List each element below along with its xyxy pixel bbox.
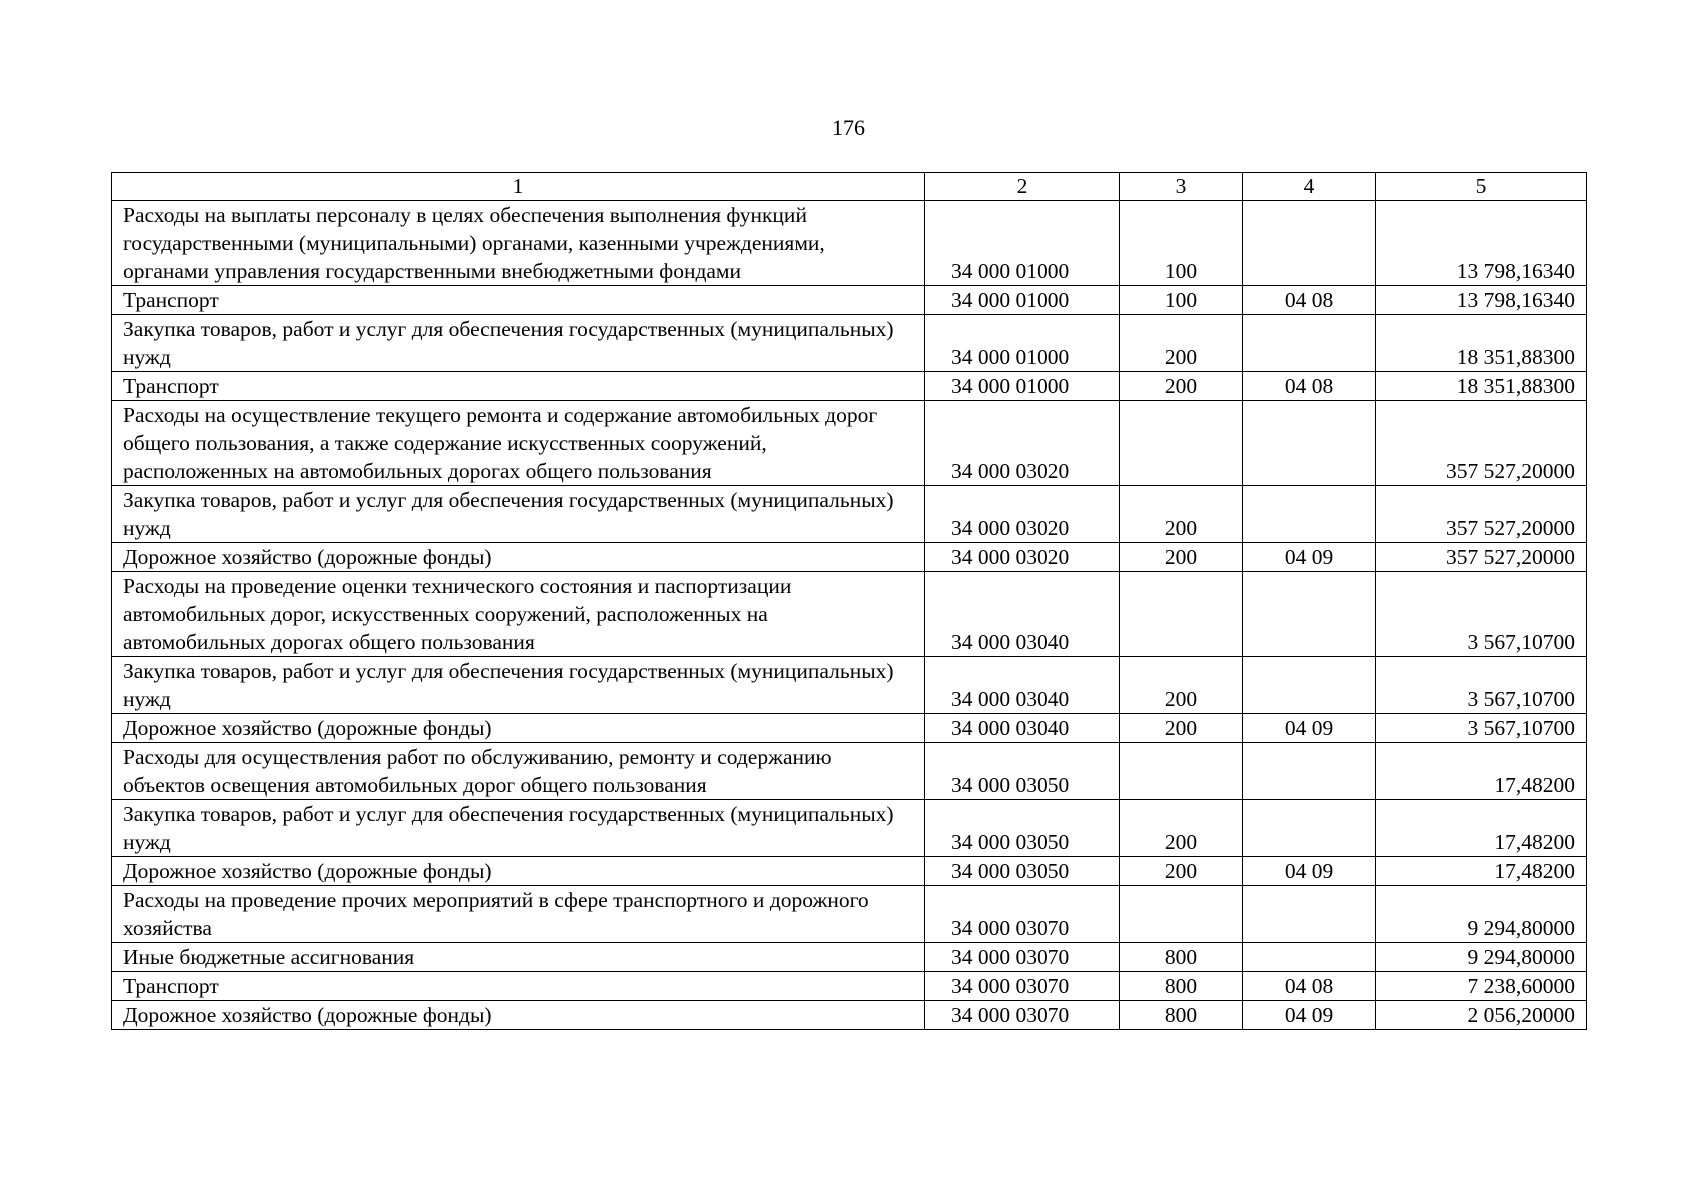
row-name-cell: Расходы на проведение оценки технического состояния и паспортизации автомобильных дорог, искусственных сооружений, расположенных на автомобильных дорогах общего пользования xyxy=(112,572,925,657)
row-expense-type-cell: 800 xyxy=(1120,1001,1243,1030)
row-target-article-cell: 34 000 01000 xyxy=(925,315,1120,372)
header-col-3: 3 xyxy=(1120,173,1243,201)
row-expense-type-cell: 800 xyxy=(1120,972,1243,1001)
table-row xyxy=(112,201,1587,286)
row-amount-cell: 18 351,88300 xyxy=(1376,315,1587,372)
row-amount-cell: 17,48200 xyxy=(1376,857,1587,886)
row-target-article-cell: 34 000 03070 xyxy=(925,886,1120,943)
table-row xyxy=(112,743,1587,800)
row-target-article-cell: 34 000 01000 xyxy=(925,201,1120,286)
row-expense-type-cell xyxy=(1120,572,1243,657)
table-row xyxy=(112,943,1587,972)
row-section-cell xyxy=(1243,800,1376,857)
row-name-cell: Расходы на осуществление текущего ремонта и содержание автомобильных дорог общего пользования, а также содержание искусственных сооружений, расположенных на автомобильных дорогах общего пользования xyxy=(112,401,925,486)
row-target-article-cell: 34 000 03040 xyxy=(925,657,1120,714)
row-section-cell xyxy=(1243,943,1376,972)
row-name-cell: Транспорт xyxy=(112,372,925,401)
row-name-cell: Дорожное хозяйство (дорожные фонды) xyxy=(112,543,925,572)
table-row xyxy=(112,543,1587,572)
row-target-article-cell: 34 000 03070 xyxy=(925,972,1120,1001)
row-name-cell: Закупка товаров, работ и услуг для обеспечения государственных (муниципальных) нужд xyxy=(112,315,925,372)
row-name-cell: Закупка товаров, работ и услуг для обеспечения государственных (муниципальных) нужд xyxy=(112,486,925,543)
row-section-cell xyxy=(1243,572,1376,657)
page-number: 176 xyxy=(832,115,865,140)
table-body xyxy=(112,201,1587,1030)
table-row xyxy=(112,714,1587,743)
row-section-cell: 04 08 xyxy=(1243,286,1376,315)
row-target-article-cell: 34 000 03070 xyxy=(925,1001,1120,1030)
row-name-cell: Транспорт xyxy=(112,286,925,315)
row-target-article-cell: 34 000 03050 xyxy=(925,857,1120,886)
row-name-cell: Иные бюджетные ассигнования xyxy=(112,943,925,972)
row-expense-type-cell xyxy=(1120,743,1243,800)
row-expense-type-cell: 100 xyxy=(1120,201,1243,286)
row-amount-cell: 18 351,88300 xyxy=(1376,372,1587,401)
row-expense-type-cell: 200 xyxy=(1120,372,1243,401)
table-row xyxy=(112,800,1587,857)
row-target-article-cell: 34 000 03070 xyxy=(925,943,1120,972)
row-section-cell xyxy=(1243,201,1376,286)
row-name-cell: Транспорт xyxy=(112,972,925,1001)
row-name-cell: Расходы на проведение прочих мероприятий в сфере транспортного и дорожного хозяйства xyxy=(112,886,925,943)
header-row xyxy=(112,173,1587,201)
table-row xyxy=(112,372,1587,401)
row-amount-cell: 3 567,10700 xyxy=(1376,572,1587,657)
row-section-cell: 04 08 xyxy=(1243,972,1376,1001)
row-target-article-cell: 34 000 03020 xyxy=(925,401,1120,486)
row-amount-cell: 17,48200 xyxy=(1376,800,1587,857)
row-expense-type-cell: 200 xyxy=(1120,486,1243,543)
row-section-cell xyxy=(1243,886,1376,943)
table-row xyxy=(112,972,1587,1001)
row-amount-cell: 357 527,20000 xyxy=(1376,486,1587,543)
row-name-cell: Дорожное хозяйство (дорожные фонды) xyxy=(112,857,925,886)
row-section-cell: 04 09 xyxy=(1243,1001,1376,1030)
table-row xyxy=(112,1001,1587,1030)
row-expense-type-cell: 200 xyxy=(1120,657,1243,714)
header-col-4: 4 xyxy=(1243,173,1376,201)
row-name-cell: Расходы для осуществления работ по обслуживанию, ремонту и содержанию объектов освещения автомобильных дорог общего пользования xyxy=(112,743,925,800)
row-section-cell: 04 08 xyxy=(1243,372,1376,401)
row-section-cell: 04 09 xyxy=(1243,543,1376,572)
row-amount-cell: 2 056,20000 xyxy=(1376,1001,1587,1030)
header-col-5: 5 xyxy=(1376,173,1587,201)
row-expense-type-cell: 200 xyxy=(1120,800,1243,857)
header-col-2: 2 xyxy=(925,173,1120,201)
row-section-cell xyxy=(1243,486,1376,543)
row-target-article-cell: 34 000 03040 xyxy=(925,572,1120,657)
table-row xyxy=(112,657,1587,714)
row-amount-cell: 9 294,80000 xyxy=(1376,886,1587,943)
row-amount-cell: 9 294,80000 xyxy=(1376,943,1587,972)
row-expense-type-cell: 200 xyxy=(1120,315,1243,372)
row-amount-cell: 357 527,20000 xyxy=(1376,401,1587,486)
row-expense-type-cell: 200 xyxy=(1120,543,1243,572)
row-section-cell xyxy=(1243,743,1376,800)
row-target-article-cell: 34 000 03020 xyxy=(925,486,1120,543)
row-target-article-cell: 34 000 01000 xyxy=(925,372,1120,401)
row-amount-cell: 357 527,20000 xyxy=(1376,543,1587,572)
row-expense-type-cell: 800 xyxy=(1120,943,1243,972)
table-row xyxy=(112,486,1587,543)
table-header xyxy=(112,173,1587,201)
row-section-cell xyxy=(1243,401,1376,486)
table-row xyxy=(112,572,1587,657)
table-row xyxy=(112,401,1587,486)
row-target-article-cell: 34 000 03040 xyxy=(925,714,1120,743)
row-target-article-cell: 34 000 03020 xyxy=(925,543,1120,572)
row-name-cell: Дорожное хозяйство (дорожные фонды) xyxy=(112,714,925,743)
row-section-cell: 04 09 xyxy=(1243,714,1376,743)
row-name-cell: Расходы на выплаты персоналу в целях обеспечения выполнения функций государственными (муниципальными) органами, казенными учреждениями, органами управления государственными внебюджетными фондами xyxy=(112,201,925,286)
table-row xyxy=(112,857,1587,886)
row-amount-cell: 7 238,60000 xyxy=(1376,972,1587,1001)
row-amount-cell: 3 567,10700 xyxy=(1376,657,1587,714)
row-amount-cell: 3 567,10700 xyxy=(1376,714,1587,743)
row-name-cell: Закупка товаров, работ и услуг для обеспечения государственных (муниципальных) нужд xyxy=(112,800,925,857)
row-section-cell xyxy=(1243,657,1376,714)
row-amount-cell: 13 798,16340 xyxy=(1376,201,1587,286)
table-row xyxy=(112,886,1587,943)
row-section-cell: 04 09 xyxy=(1243,857,1376,886)
row-amount-cell: 13 798,16340 xyxy=(1376,286,1587,315)
row-target-article-cell: 34 000 03050 xyxy=(925,800,1120,857)
row-expense-type-cell: 100 xyxy=(1120,286,1243,315)
row-expense-type-cell xyxy=(1120,401,1243,486)
row-amount-cell: 17,48200 xyxy=(1376,743,1587,800)
header-col-1: 1 xyxy=(112,173,925,201)
row-name-cell: Дорожное хозяйство (дорожные фонды) xyxy=(112,1001,925,1030)
row-target-article-cell: 34 000 03050 xyxy=(925,743,1120,800)
row-expense-type-cell xyxy=(1120,886,1243,943)
table-row xyxy=(112,315,1587,372)
row-name-cell: Закупка товаров, работ и услуг для обеспечения государственных (муниципальных) нужд xyxy=(112,657,925,714)
row-section-cell xyxy=(1243,315,1376,372)
row-target-article-cell: 34 000 01000 xyxy=(925,286,1120,315)
table-row xyxy=(112,286,1587,315)
row-expense-type-cell: 200 xyxy=(1120,714,1243,743)
budget-table xyxy=(111,172,1587,1030)
row-expense-type-cell: 200 xyxy=(1120,857,1243,886)
